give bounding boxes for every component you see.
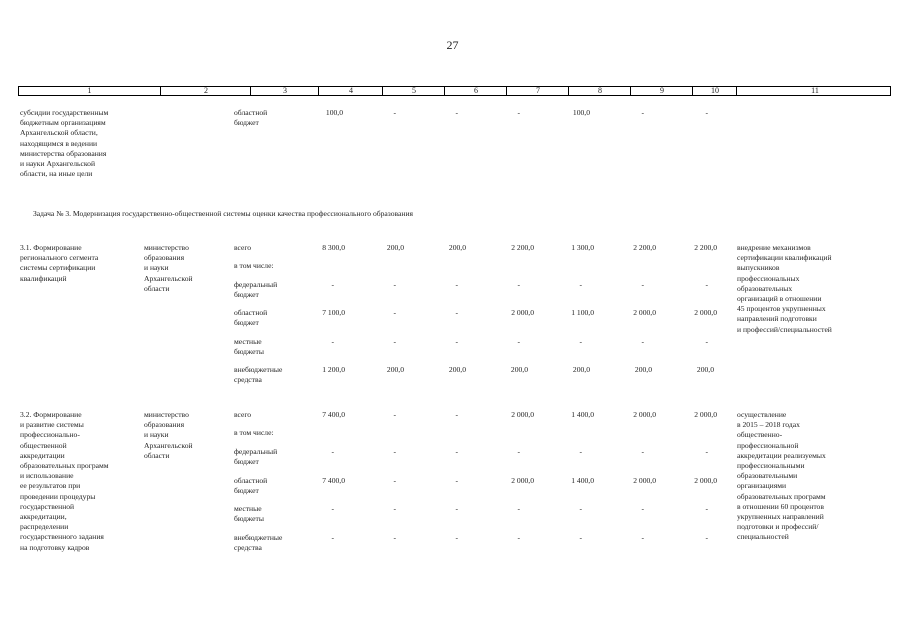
row31-value: 2 000,0 [694, 308, 717, 317]
row32-value: 2 000,0 [633, 410, 656, 419]
row32-source-label: местные бюджеты [234, 504, 264, 524]
row31-value: - [705, 337, 708, 346]
row31-executor: министерство образования и науки Архангельской области [144, 243, 193, 293]
col-header: 7 [506, 87, 569, 95]
col-header: 9 [630, 87, 693, 95]
row31-name: 3.1. Формирование регионального сегмента системы сертификации квалификаций [20, 243, 99, 283]
row31-value: 200,0 [386, 365, 404, 374]
row31-value: - [393, 308, 396, 317]
row32-value: - [579, 533, 582, 542]
row31-value: 2 200,0 [694, 243, 717, 252]
row32-name: 3.2. Формирование и развитие системы профессионально- общественной аккредитации образовательных программ и использование ее результатов при проведении процедуры государственной аккредитации, распределении государственного задания на подготовку кадров [20, 410, 109, 552]
row32-value: 7 400,0 [322, 410, 345, 419]
row32-value: - [517, 504, 520, 513]
row0-value: - [393, 108, 396, 117]
row32-value: - [579, 504, 582, 513]
row32-executor: министерство образования и науки Архангельской области [144, 410, 193, 460]
column-number-header [18, 86, 891, 96]
col-header: 11 [736, 87, 893, 95]
row31-value: - [517, 337, 520, 346]
row32-value: 1 400,0 [571, 410, 594, 419]
row31-value: 200,0 [448, 243, 466, 252]
row32-value: - [641, 447, 644, 456]
row32-value: - [331, 504, 334, 513]
row32-value: - [641, 533, 644, 542]
col-header: 10 [692, 87, 737, 95]
row32-source-label: областной бюджет [234, 476, 268, 496]
row31-value: - [517, 280, 520, 289]
row31-value: 2 000,0 [511, 308, 534, 317]
task-3-title: Задача № 3. Модернизация государственно-общественной системы оценки качества профессионального образования [33, 209, 413, 218]
row0-name: субсидии государственным бюджетным организациям Архангельской области, находящимся в ведении министерства образования и науки Архангельской области, на иные цели [20, 108, 109, 179]
row32-value: 1 400,0 [571, 476, 594, 485]
row31-value: 2 000,0 [633, 308, 656, 317]
row31-value: 200,0 [572, 365, 590, 374]
row32-value: - [331, 533, 334, 542]
row31-source-label: в том числе: [234, 261, 274, 270]
row32-value: - [393, 504, 396, 513]
row32-value: - [517, 447, 520, 456]
col-header: 8 [568, 87, 631, 95]
row32-value: - [455, 476, 458, 485]
row31-source-label: внебюджетные средства [234, 365, 283, 385]
col-header: 6 [444, 87, 507, 95]
row31-value: - [331, 280, 334, 289]
page-number: 27 [446, 38, 459, 52]
row31-value: 200,0 [386, 243, 404, 252]
row0-value: - [705, 108, 708, 117]
row0-value: - [641, 108, 644, 117]
row31-result: внедрение механизмов сертификации квалификаций выпускников профессиональных образовательных организаций в отношении 45 процентов укрупненных направлений подготовки и профессий/специальностей [737, 243, 832, 334]
row31-value: - [455, 337, 458, 346]
col-header: 5 [382, 87, 445, 95]
row31-value: - [393, 337, 396, 346]
row32-value: 2 000,0 [511, 410, 534, 419]
row31-value: - [331, 337, 334, 346]
row31-source-label: местные бюджеты [234, 337, 264, 357]
row32-source-label: всего [234, 410, 252, 419]
row31-value: - [641, 337, 644, 346]
row0-value: 100,0 [572, 108, 590, 117]
row32-value: - [455, 533, 458, 542]
row32-value: 2 000,0 [694, 476, 717, 485]
col-header: 3 [250, 87, 319, 95]
row31-value: - [641, 280, 644, 289]
row32-value: - [455, 410, 458, 419]
row32-value: 2 000,0 [633, 476, 656, 485]
row31-value: 8 300,0 [322, 243, 345, 252]
row31-value: 1 100,0 [571, 308, 594, 317]
row0-source: областной бюджет [234, 108, 268, 128]
row32-value: - [455, 504, 458, 513]
row32-source-label: федеральный бюджет [234, 447, 278, 467]
row32-value: 7 400,0 [322, 476, 345, 485]
row32-source-label: внебюджетные средства [234, 533, 283, 553]
row31-value: - [579, 337, 582, 346]
row32-value: 2 000,0 [694, 410, 717, 419]
row32-value: - [393, 533, 396, 542]
row31-source-label: всего [234, 243, 252, 252]
row32-value: - [641, 504, 644, 513]
row31-value: 2 200,0 [633, 243, 656, 252]
row31-value: 1 200,0 [322, 365, 345, 374]
row31-value: - [393, 280, 396, 289]
row31-value: 200,0 [696, 365, 714, 374]
row31-value: 200,0 [634, 365, 652, 374]
row0-value: 100,0 [325, 108, 343, 117]
row32-value: - [455, 447, 458, 456]
row31-value: - [579, 280, 582, 289]
row31-value: 200,0 [448, 365, 466, 374]
col-header: 2 [160, 87, 251, 95]
row0-value: - [455, 108, 458, 117]
row32-value: - [705, 533, 708, 542]
row31-value: 1 300,0 [571, 243, 594, 252]
row32-value: - [517, 533, 520, 542]
row31-value: 200,0 [510, 365, 528, 374]
row32-value: - [705, 504, 708, 513]
col-header: 1 [87, 86, 92, 95]
row31-value: 2 200,0 [511, 243, 534, 252]
row31-source-label: федеральный бюджет [234, 280, 278, 300]
row32-value: - [705, 447, 708, 456]
row32-source-label: в том числе: [234, 428, 274, 437]
row31-source-label: областной бюджет [234, 308, 268, 328]
row0-value: - [517, 108, 520, 117]
row32-value: - [393, 476, 396, 485]
row31-value: - [705, 280, 708, 289]
row32-value: - [579, 447, 582, 456]
row32-result: осуществление в 2015 – 2018 годах общественно- профессиональной аккредитации реализуемых профессиональными образовательными организациями образовательных программ в отношении 60 процентов укрупненных направлений подготовки и профессий/ специальностей [737, 410, 826, 542]
col-header: 4 [318, 87, 383, 95]
row31-value: - [455, 280, 458, 289]
row32-value: - [331, 447, 334, 456]
row32-value: - [393, 447, 396, 456]
row32-value: - [393, 410, 396, 419]
row31-value: - [455, 308, 458, 317]
row32-value: 2 000,0 [511, 476, 534, 485]
row31-value: 7 100,0 [322, 308, 345, 317]
